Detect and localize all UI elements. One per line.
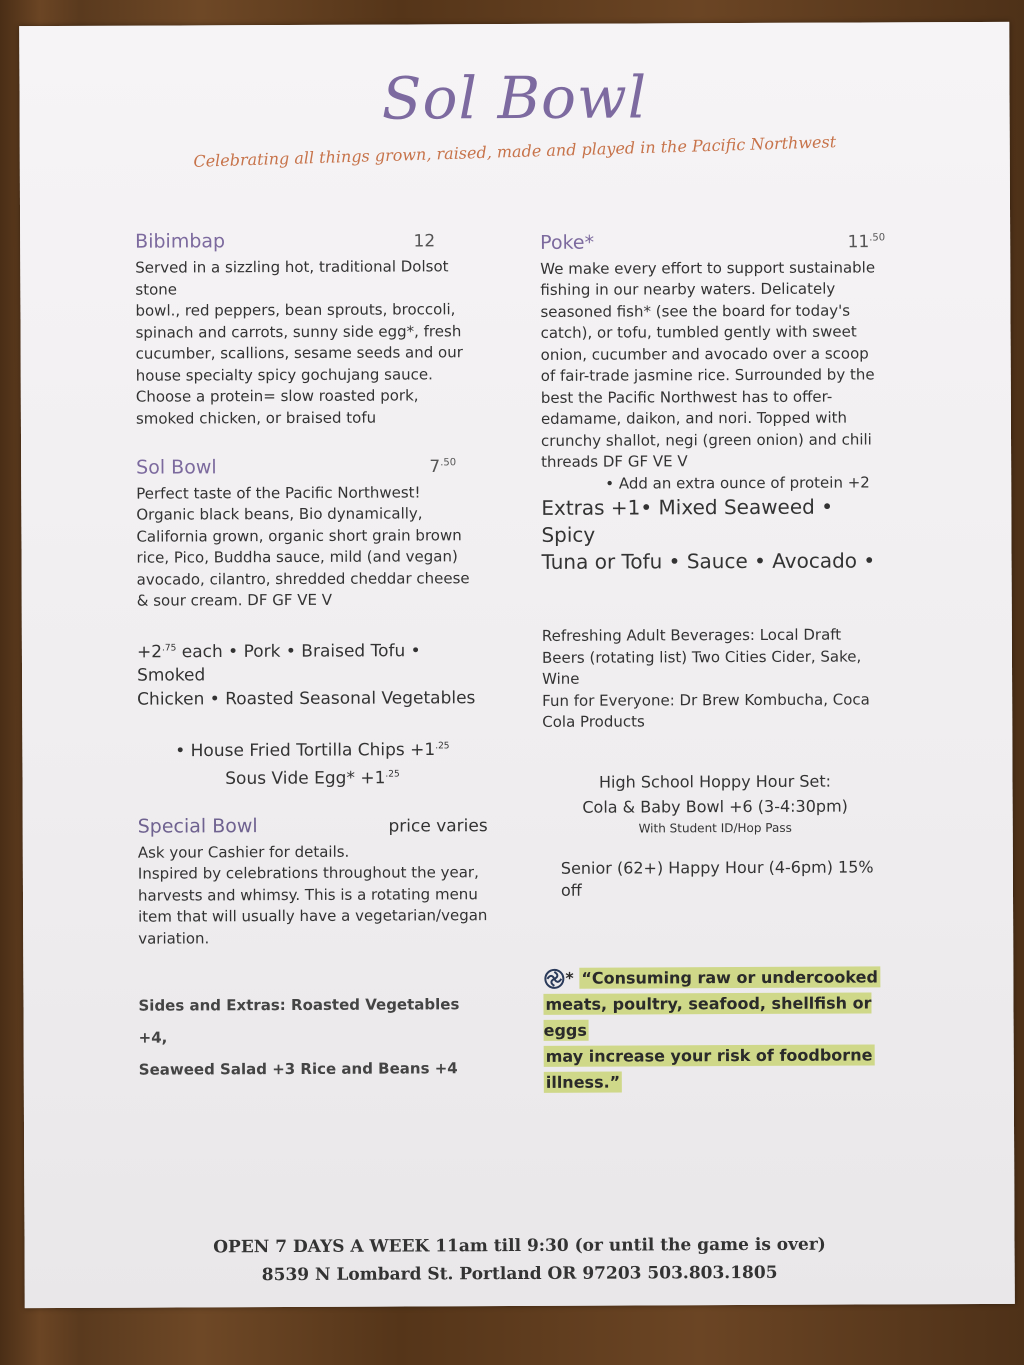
addon-price-cents: .75 [161, 643, 177, 654]
beverage-line: Fun for Everyone: Dr Brew Kombucha, Coca [542, 690, 870, 710]
hoppy-line: High School Hoppy Hour Set: [598, 771, 832, 792]
desc-line: smoked chicken, or braised tofu [135, 408, 377, 428]
item-description [540, 257, 886, 495]
desc-line: threads DF GF VE V [541, 452, 688, 472]
item-name: Sol Bowl [136, 455, 217, 479]
food-safety-warning [543, 964, 889, 1096]
desc-line: & sour cream. DF GF VE V [136, 590, 333, 610]
extras-line: Extras +1• Mixed Seaweed • Spicy [541, 494, 834, 548]
warning-line: meats, poultry, seafood, shellfish or eggs [543, 993, 872, 1040]
hours-line: OPEN 7 DAYS A WEEK 11am till 9:30 (or until the game is over) [213, 1234, 826, 1258]
beverages [542, 625, 887, 734]
desc-line: rice, Pico, Buddha sauce, mild (and vegan) [136, 547, 458, 567]
item-price: price varies [388, 815, 488, 837]
swirl-icon [543, 968, 565, 990]
item-name: Special Bowl [137, 814, 258, 838]
price-cents: .50 [440, 457, 457, 469]
addon-line: Chicken • Roasted Seasonal Vegetables [137, 688, 476, 710]
extras-line: Tuna or Tofu • Sauce • Avocado • [541, 548, 876, 575]
addon-line: each • Pork • Braised Tofu • Smoked [137, 640, 421, 686]
desc-line: fishing in our nearby waters. Delicately [540, 279, 836, 300]
menu-item-special-bowl [138, 814, 489, 950]
item-price: 12 [413, 231, 436, 252]
desc-line: house specialty spicy gochujang sauce. [135, 364, 433, 385]
extra-protein-line: • Add an extra ounce of protein +2 [605, 473, 870, 493]
beverage-line: Refreshing Adult Beverages: Local Draft [541, 625, 842, 646]
desc-line: harvests and whimsy. This is a rotating menu [137, 884, 478, 905]
beverage-line: Cola Products [542, 712, 645, 732]
item-description [138, 841, 488, 950]
senior-happy-hour: Senior (62+) Happy Hour (4-6pm) 15% off [560, 857, 874, 900]
menu-item-bibimbap [135, 229, 486, 430]
desc-line: variation. [138, 928, 210, 948]
desc-line: seasoned fish* (see the board for today's [540, 301, 851, 321]
menu-item-poke [540, 227, 887, 576]
desc-line: We make every effort to support sustainable [540, 258, 876, 278]
restaurant-tagline: Celebrating all things grown, raised, made and played in the Pacific Northwest [193, 132, 837, 171]
sides-and-extras [138, 988, 488, 1086]
hoppy-note: With Student ID/Hop Pass [638, 820, 792, 836]
price-main: 11 [847, 232, 870, 253]
item-price [848, 227, 886, 253]
desc-line: cucumber, scallions, sesame seeds and our [135, 343, 463, 363]
warning-line: “Consuming raw or undercooked [579, 966, 880, 988]
desc-line: crunchy shallot, negi (green onion) and chili [540, 430, 872, 450]
desc-line: catch), or tofu, tumbled gently with sweet [540, 322, 857, 343]
restaurant-title: Sol Bowl [381, 63, 648, 133]
sides-line: Sides and Extras: Roasted Vegetables +4, [138, 995, 460, 1047]
desc-line: California grown, organic short grain brown [136, 525, 462, 546]
desc-line: of fair-trade jasmine rice. Surrounded by the [540, 365, 875, 386]
hoppy-hour [542, 768, 887, 838]
warning-line: may increase your risk of foodborne [544, 1044, 875, 1066]
egg-label: Sous Vide Egg* +1 [225, 768, 386, 789]
asterisk-mark: * [565, 968, 574, 988]
item-description [135, 256, 486, 430]
right-column [540, 227, 889, 1095]
desc-line: spinach and carrots, sunny side egg*, fresh [135, 321, 462, 342]
chips-and-egg [137, 734, 487, 791]
desc-line: item that will usually have a vegetarian/vegan [138, 906, 488, 926]
hoppy-line: Cola & Baby Bowl +6 (3-4:30pm) [582, 796, 848, 817]
desc-line: Inspired by celebrations throughout the year, [137, 863, 479, 883]
beverage-line: Beers (rotating list) Two Cities Cider, Sake, [541, 647, 862, 667]
desc-line: bowl., red peppers, bean sprouts, broccoli, [135, 300, 456, 320]
chips-label: • House Fried Tortilla Chips +1 [175, 740, 436, 762]
desc-line: best the Pacific Northwest has to offer- [540, 387, 833, 407]
egg-cents: .25 [385, 769, 400, 780]
beverage-line: Wine [542, 669, 580, 689]
desc-line: avocado, cilantro, shredded cheddar cheese [136, 568, 470, 589]
left-column [135, 229, 489, 1086]
menu-paper [19, 22, 1015, 1308]
protein-addons [137, 635, 487, 712]
item-description [136, 482, 487, 613]
address-line: 8539 N Lombard St. Portland OR 97203 503.803.1805 [261, 1262, 778, 1286]
desc-line: Served in a sizzling hot, traditional Dolsot stone [135, 257, 449, 299]
item-name: Poke* [540, 231, 595, 254]
menu-item-sol-bowl [136, 452, 487, 612]
desc-line: Perfect taste of the Pacific Northwest! [136, 483, 421, 503]
sides-line: Seaweed Salad +3 Rice and Beans +4 [138, 1059, 458, 1079]
beverages-text [542, 625, 887, 734]
warning-line: illness.” [544, 1071, 622, 1092]
price-main: 7 [429, 456, 441, 478]
chips-cents: .25 [435, 741, 450, 752]
desc-line: edamame, daikon, and nori. Topped with [540, 408, 848, 429]
item-price [429, 452, 456, 478]
addon-price-main: +2 [136, 641, 163, 662]
footer-info [24, 1230, 1014, 1290]
desc-line: onion, cucumber and avocado over a scoop [540, 344, 869, 364]
desc-line: Organic black beans, Bio dynamically, [136, 504, 423, 524]
desc-line: Ask your Cashier for details. [137, 842, 350, 862]
price-cents: .50 [869, 232, 886, 244]
item-name: Bibimbap [135, 230, 226, 253]
desc-line: Choose a protein= slow roasted pork, [135, 386, 419, 406]
poke-extras [541, 494, 886, 577]
